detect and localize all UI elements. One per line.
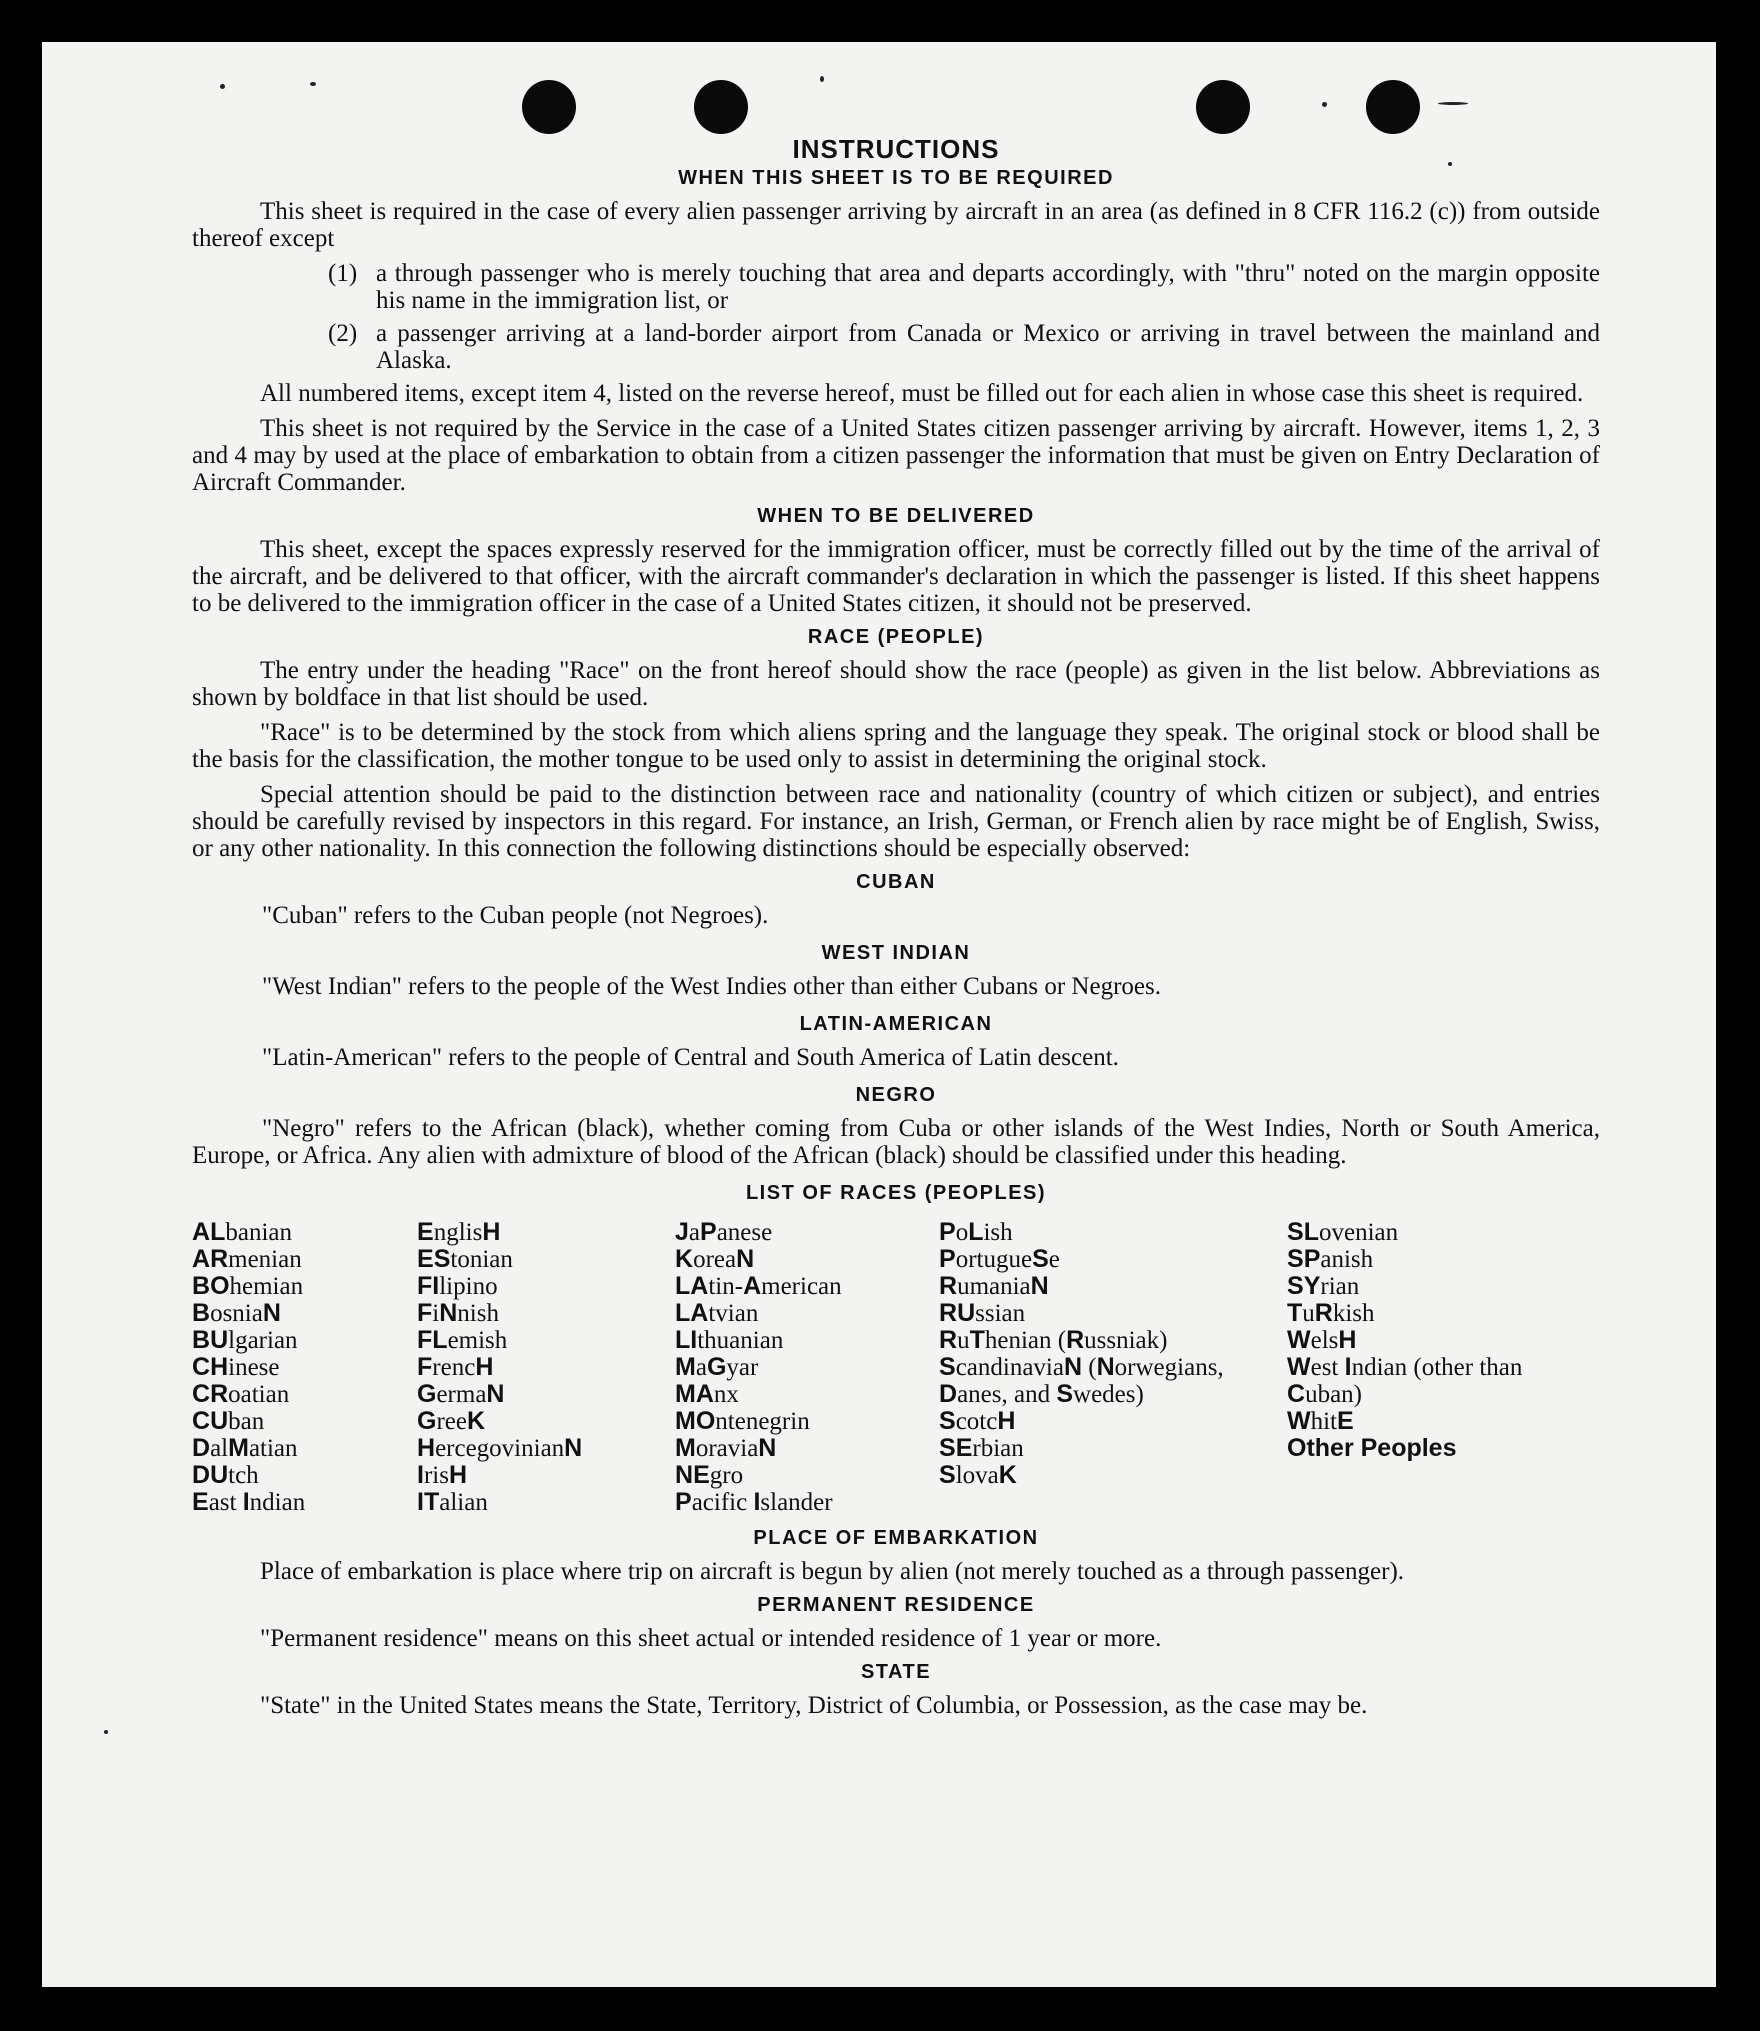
races-list-heading: LIST OF RACES (PEOPLES): [745, 1182, 1047, 1204]
race-entry: MOntenegrin: [675, 1407, 810, 1435]
race-entry: WelsH: [1287, 1326, 1357, 1354]
page-title: INSTRUCTIONS: [792, 134, 1000, 164]
definition-text: "Negro" refers to the African (black), whether coming from Cuba or other islands of the West Indies, North or South America, Europe, or Africa. Any alien with admixture of blood of the African (black) should be classified under this heading.: [192, 1115, 1600, 1169]
race-entry: RumaniaN: [939, 1272, 1049, 1300]
race-entry: SYrian: [1287, 1272, 1360, 1300]
definition-heading: LATIN-AMERICAN: [799, 1013, 993, 1035]
exception-text: a passenger arriving at a land-border airport from Canada or Mexico or arriving in travel between the mainland and Alaska.: [376, 320, 1600, 374]
race-entry: CHinese: [192, 1353, 280, 1381]
embarkation-text: Place of embarkation is place where trip on aircraft is begun by alien (not merely touched as a through passenger).: [260, 1558, 1405, 1585]
exception-number: (2): [328, 320, 358, 347]
exception-text: a through passenger who is merely touching that area and departs accordingly, with "thru" noted on the margin opposite his name in the immigration list, or: [376, 260, 1600, 314]
race-entry: ALbanian: [192, 1218, 292, 1246]
race-entry: SErbian: [939, 1434, 1024, 1462]
race-paragraph: "Race" is to be determined by the stock from which aliens spring and the language they speak. The original stock or blood shall be the basis for the classification, the mother tongue to be used only to assist in determining the original stock.: [192, 719, 1600, 773]
race-entry: SPanish: [1287, 1245, 1374, 1273]
race-entry: CRoatian: [192, 1380, 290, 1408]
races-column: [1287, 1219, 1600, 1516]
race-entry: MAnx: [675, 1380, 739, 1408]
race-entry: WhitE: [1287, 1407, 1354, 1435]
definition-heading: CUBAN: [856, 871, 936, 893]
state-text: "State" in the United States means the State, Territory, District of Columbia, or Possession, as the case may be.: [260, 1692, 1368, 1719]
exception-item: [328, 320, 1600, 374]
race-entry: EnglisH: [417, 1218, 501, 1246]
definition-text: "Latin-American" refers to the people of Central and South America of Latin descent.: [262, 1044, 1119, 1071]
instructions-content: [192, 134, 1600, 1727]
race-paragraph: Special attention should be paid to the distinction between race and nationality (country of which citizen or subject), and entries should be carefully revised by inspectors in this regard. For instance, an Irish, German, or French alien by race might be of English, Swiss, or any other nationality. In this connection the following distinctions should be especially observed:: [192, 781, 1600, 862]
race-entry: ARmenian: [192, 1245, 302, 1273]
race-entry: GermaN: [417, 1380, 505, 1408]
definition-text: "West Indian" refers to the people of the West Indies other than either Cubans or Negroes.: [262, 973, 1161, 1000]
race-entry: FLemish: [417, 1326, 508, 1354]
exception-item: [328, 260, 1600, 314]
race-entry: West Indian (other than Cuban): [1287, 1353, 1523, 1408]
races-column: [939, 1219, 1287, 1516]
race-paragraph: The entry under the heading "Race" on the front hereof should show the race (people) as given in the list below. Abbreviations as shown by boldface in that list should be used.: [192, 657, 1600, 711]
race-entry: KoreaN: [675, 1245, 755, 1273]
race-entry: RUssian: [939, 1299, 1026, 1327]
race-entry: Pacific Islander: [675, 1488, 833, 1516]
punch-hole: [1366, 80, 1420, 134]
required-paragraph: This sheet is not required by the Service in the case of a United States citizen passenger arriving by aircraft. However, items 1, 2, 3 and 4 may by used at the place of embarkation to obtain from a citizen passenger the information that must be given on Entry Declaration of Aircraft Commander.: [192, 415, 1600, 496]
race-entry: LAtin-American: [675, 1272, 842, 1300]
section-heading-embarkation: PLACE OF EMBARKATION: [753, 1527, 1039, 1549]
race-entry: CUban: [192, 1407, 265, 1435]
race-entry: DUtch: [192, 1461, 259, 1489]
required-paragraph: All numbered items, except item 4, listed on the reverse hereof, must be filled out for each alien in whose case this sheet is required.: [260, 380, 1584, 407]
race-entry: EStonian: [417, 1245, 513, 1273]
section-heading-required: WHEN THIS SHEET IS TO BE REQUIRED: [678, 167, 1114, 189]
race-entry: IrisH: [417, 1461, 468, 1489]
race-entry: MaGyar: [675, 1353, 759, 1381]
races-column: [192, 1219, 417, 1516]
race-entry: HercegovinianN: [417, 1434, 583, 1462]
race-entry: TuRkish: [1287, 1299, 1375, 1327]
race-entry: FrencH: [417, 1353, 494, 1381]
races-column: [417, 1219, 675, 1516]
section-heading-delivered: WHEN TO BE DELIVERED: [757, 505, 1035, 527]
section-heading-race: RACE (PEOPLE): [807, 626, 985, 648]
race-entry: DalMatian: [192, 1434, 298, 1462]
residence-text: "Permanent residence" means on this sheet actual or intended residence of 1 year or more.: [260, 1625, 1162, 1652]
definition-heading: NEGRO: [855, 1084, 937, 1106]
race-entry: ScandinaviaN (Norwegians, Danes, and Swedes): [939, 1353, 1224, 1408]
race-entry: SLovenian: [1287, 1218, 1399, 1246]
race-entry: NEgro: [675, 1461, 744, 1489]
race-entry: PortugueSe: [939, 1245, 1060, 1273]
race-entry: BOhemian: [192, 1272, 304, 1300]
document-sheet: [42, 42, 1716, 1987]
race-entry: GreeK: [417, 1407, 486, 1435]
race-entry: JaPanese: [675, 1218, 773, 1246]
race-entry: LAtvian: [675, 1299, 759, 1327]
punch-hole: [694, 80, 748, 134]
race-entry: MoraviaN: [675, 1434, 777, 1462]
race-entry: SlovaK: [939, 1461, 1017, 1489]
section-heading-state: STATE: [860, 1661, 932, 1683]
race-entry: ITalian: [417, 1488, 488, 1516]
race-entry: East Indian: [192, 1488, 306, 1516]
race-entry: FIlipino: [417, 1272, 498, 1300]
races-column: [675, 1219, 939, 1516]
definition-heading: WEST INDIAN: [821, 942, 971, 964]
race-entry: RuThenian (Russniak): [939, 1326, 1168, 1354]
race-entry: Other Peoples: [1287, 1434, 1457, 1462]
exception-number: (1): [328, 260, 358, 287]
race-entry: FiNnish: [417, 1299, 499, 1327]
race-entry: BUlgarian: [192, 1326, 298, 1354]
definition-text: "Cuban" refers to the Cuban people (not Negroes).: [262, 902, 769, 929]
delivered-paragraph: This sheet, except the spaces expressly reserved for the immigration officer, must be correctly filled out by the time of the arrival of the aircraft, and be delivered to that officer, with the aircraft commander's declaration in which the passenger is listed. If this sheet happens to be delivered to the immigration officer in the case of a United States citizen, it should not be preserved.: [192, 536, 1600, 617]
punch-hole: [1196, 80, 1250, 134]
required-intro: This sheet is required in the case of every alien passenger arriving by aircraft in an area (as defined in 8 CFR 116.2 (c)) from outside thereof except: [192, 198, 1600, 252]
race-entry: BosniaN: [192, 1299, 281, 1327]
race-entry: ScotcH: [939, 1407, 1016, 1435]
section-heading-residence: PERMANENT RESIDENCE: [757, 1594, 1035, 1616]
race-entry: PoLish: [939, 1218, 1013, 1246]
race-entry: LIthuanian: [675, 1326, 784, 1354]
punch-hole: [522, 80, 576, 134]
races-list: [192, 1219, 1600, 1516]
